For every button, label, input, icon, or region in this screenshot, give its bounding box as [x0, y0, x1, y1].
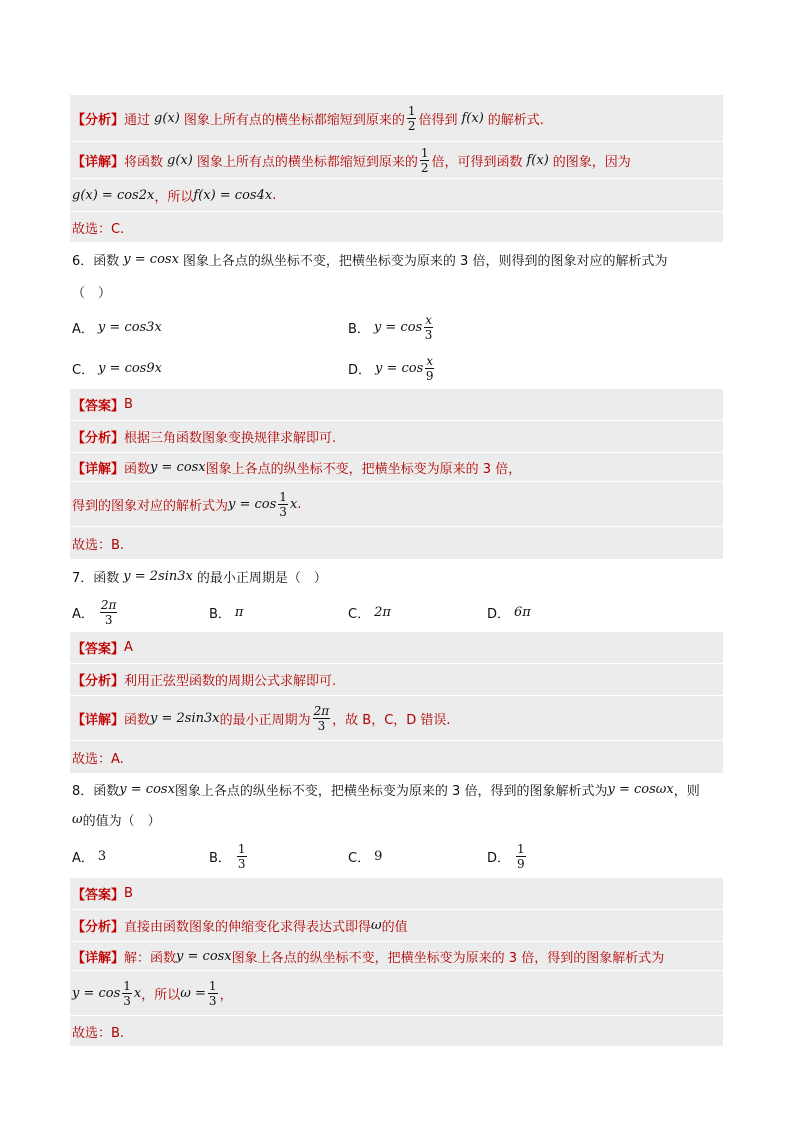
answer-label: 【答案】 [72, 399, 125, 414]
option-b: B． y = cos $\frac{x}{3}$ [348, 312, 433, 342]
question-6: 6． 函数 y = cosx 图象上各点的纵坐标不变，把横坐标变为原来的 3 倍，则得到的图象对应的解析式为 [72, 251, 668, 269]
analysis-line: 【分析】 利用正弦型函数的周期公式求解即可. [70, 664, 723, 695]
question-6-paren: （ ） [72, 285, 112, 301]
choice-line: 故选：C. [70, 212, 723, 242]
question-8-line-2: ω 的值为（ ） [72, 811, 161, 829]
question-6-options-row-2 [70, 347, 723, 389]
answer-value: B [124, 397, 133, 412]
answer-value: A [124, 640, 133, 655]
option-c: C． y = cos9x [72, 360, 162, 378]
option-b: B． $\frac{1}{3}$ [209, 841, 246, 871]
option-c: C． 2π [348, 604, 391, 622]
solution-content [70, 95, 723, 1047]
detail-line: 【详解】 解：函数 y = cosx 图象上各点的纵坐标不变，把横坐标变为原来的 3 倍，得到的图象解析式为 [70, 942, 723, 970]
question-6-options-row-1 [70, 307, 723, 347]
choice-line: 故选：B. [70, 1016, 723, 1046]
option-d: D． 6π [487, 604, 531, 622]
option-b: B． π [209, 604, 244, 622]
analysis-line: 【分析】 根据三角函数图象变换规律求解即可. [70, 421, 723, 452]
detail-line: 【详解】 函数 y = 2sin3x 的最小正周期为 $\frac{2\pi}{3}$ ，故 B，C，D 错误. [70, 696, 723, 740]
option-a: A． y = cos3x [72, 319, 162, 337]
detail-line: y = cos $\frac{1}{3}$ x ，所以 ω = $\frac{1}{3}$ ， [70, 971, 723, 1015]
analysis-line: 【分析】 通过 g(x) 图象上所有点的横坐标都缩短到原来的 $\frac{1}{2}$ 倍得到 f(x) 的解析式. [70, 95, 723, 141]
answer-line [70, 632, 723, 663]
option-a: A． $\frac{2\pi}{3}$ [72, 597, 117, 627]
analysis-line: 【分析】 直接由函数图象的伸缩变化求得表达式即得 ω 的值 [70, 910, 723, 941]
answer-label: 【答案】 [72, 642, 125, 657]
detail-label: 【详解】 [72, 154, 125, 170]
question-7-options [70, 592, 723, 632]
detail-line: 【详解】 函数 y = cosx 图象上各点的纵坐标不变，把横坐标变为原来的 3 倍， [70, 453, 723, 481]
option-d: D． y = cos $\frac{x}{9}$ [348, 353, 434, 383]
answer-label: 【答案】 [72, 888, 125, 903]
choice-line: 故选：A. [70, 741, 723, 773]
option-a: A． 3 [72, 848, 107, 866]
choice-line: 故选：B. [70, 527, 723, 559]
question-number: 8． [72, 783, 94, 799]
question-8: 8． 函数 y = cosx 图象上各点的纵坐标不变，把横坐标变为原来的 3 倍，得到的图象解析式为 y = cosωx ，则 [72, 781, 700, 799]
question-number: 7． [72, 570, 94, 586]
question-7: 7． 函数 y = 2sin3x 的最小正周期是（ ） [72, 568, 327, 586]
analysis-label: 【分析】 [72, 112, 125, 128]
detail-line: 【详解】 将函数 g(x) 图象上所有点的横坐标都缩短到原来的 $\frac{1}{2}$ 倍，可得到函数 f(x) 的图象，因为 [70, 142, 723, 178]
fraction: $\frac{1}{2}$ [407, 103, 416, 133]
option-d: D． $\frac{1}{9}$ [487, 841, 525, 871]
fraction: $\frac{1}{2}$ [420, 145, 429, 175]
detail-line: 得到的图象对应的解析式为 y = cos $\frac{1}{3}$ x . [70, 482, 723, 526]
option-c: C． 9 [348, 848, 383, 866]
answer-line [70, 389, 723, 420]
answer-value: B [124, 886, 133, 901]
detail-line: g(x) = cos2x ，所以 f(x) = cos4x . [70, 179, 723, 211]
answer-line [70, 878, 723, 909]
question-number: 6． [72, 253, 94, 269]
question-8-options [70, 834, 723, 878]
